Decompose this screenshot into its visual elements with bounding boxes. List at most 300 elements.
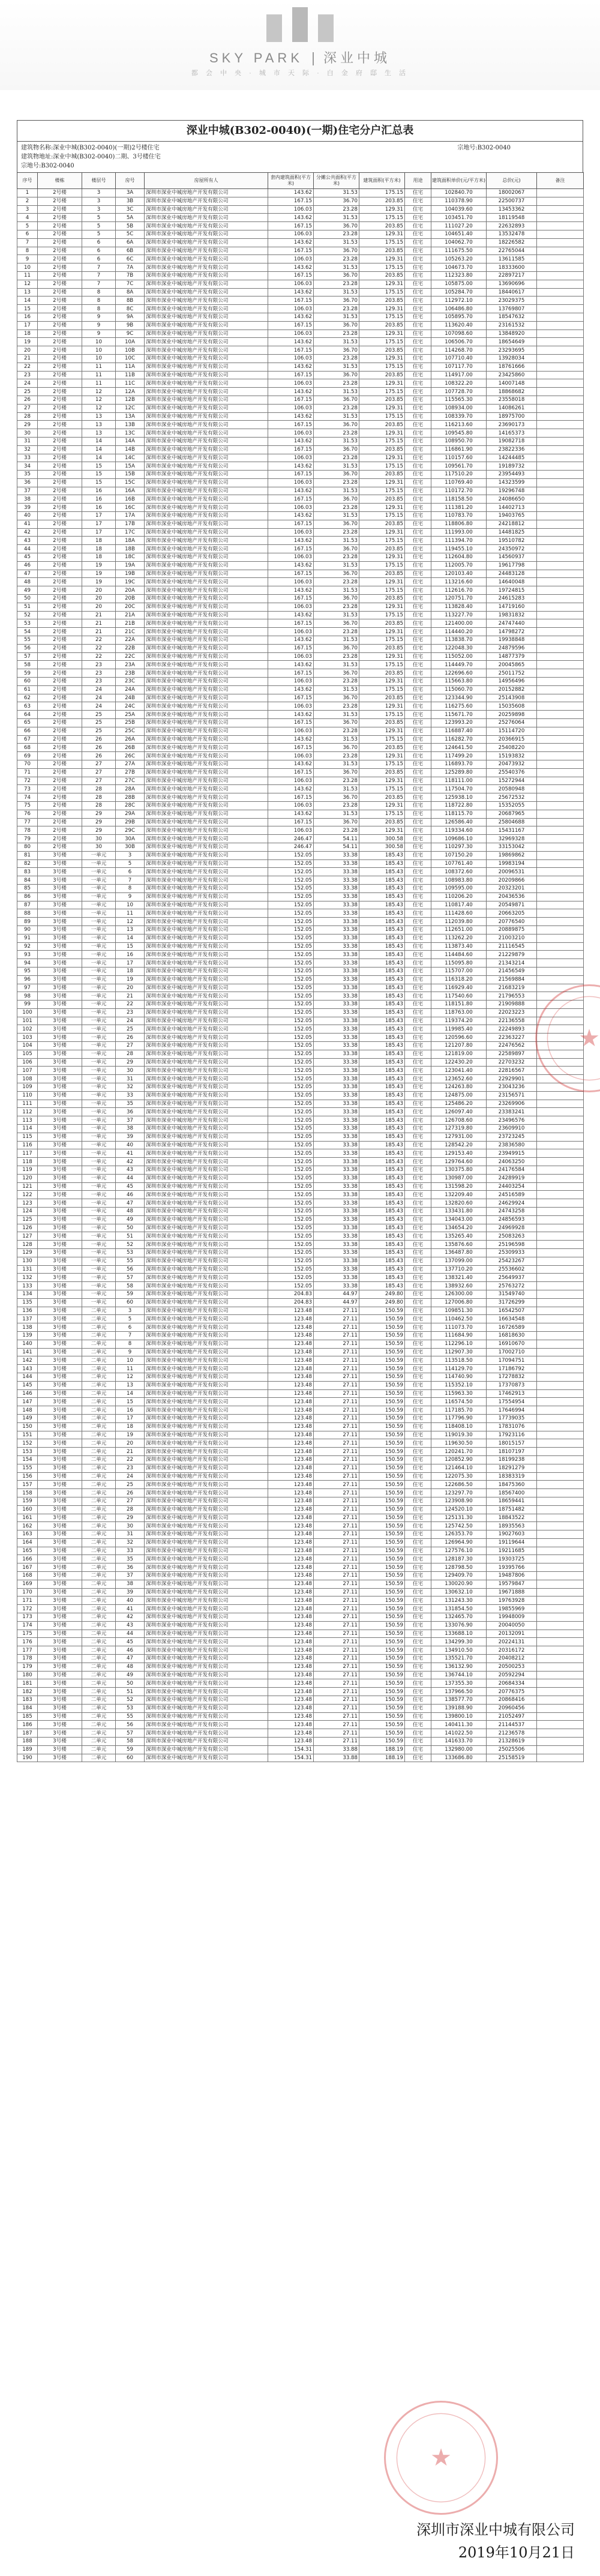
unit-price-cell: 139800.10 — [431, 1712, 487, 1721]
usage-cell: 住宅 — [405, 1389, 431, 1398]
unit-price-cell: 109595.00 — [431, 884, 487, 892]
building-cell: 3号楼 — [38, 1224, 82, 1232]
shared-area-cell: 36.70 — [314, 545, 359, 553]
table-row — [17, 1563, 584, 1572]
row-index-cell: 178 — [17, 1655, 38, 1663]
room-cell: 40 — [116, 1141, 145, 1149]
room-cell: 59 — [116, 1290, 145, 1298]
unit-price-cell: 126353.70 — [431, 1530, 487, 1539]
table-row — [17, 1646, 584, 1655]
table-row — [17, 1241, 584, 1249]
room-cell: 27B — [116, 768, 145, 777]
owner-cell: 深圳市深业中城房地产开发有限公司 — [145, 810, 268, 818]
remark-cell — [537, 1249, 584, 1257]
building-cell: 2号楼 — [38, 247, 82, 255]
table-row — [17, 1075, 584, 1083]
room-cell: 8C — [116, 305, 145, 313]
total-price-cell: 18547632 — [487, 313, 537, 321]
owner-cell: 深圳市深业中城房地产开发有限公司 — [145, 1042, 268, 1050]
owner-cell: 深圳市深业中城房地产开发有限公司 — [145, 1472, 268, 1481]
row-index-cell: 69 — [17, 752, 38, 760]
shared-area-cell: 36.70 — [314, 471, 359, 479]
floor-cell: 一单元 — [82, 984, 116, 992]
building-cell: 2号楼 — [38, 603, 82, 611]
room-cell: 21C — [116, 628, 145, 636]
owner-cell: 深圳市深业中城房地产开发有限公司 — [145, 1215, 268, 1224]
table-row — [17, 1323, 584, 1332]
total-price-cell: 18333600 — [487, 263, 537, 272]
row-index-cell: 108 — [17, 1075, 38, 1083]
gross-area-cell: 150.59 — [359, 1472, 405, 1481]
gross-area-cell: 185.43 — [359, 1249, 405, 1257]
remark-cell — [537, 1638, 584, 1646]
gross-area-cell: 185.43 — [359, 942, 405, 951]
floor-cell: 二单元 — [82, 1323, 116, 1332]
room-cell: 9 — [116, 1348, 145, 1356]
shared-area-cell: 33.38 — [314, 1208, 359, 1216]
usage-cell: 住宅 — [405, 445, 431, 454]
usage-cell: 住宅 — [405, 603, 431, 611]
row-index-cell: 54 — [17, 628, 38, 636]
unit-price-cell: 140411.30 — [431, 1721, 487, 1729]
gross-area-cell: 150.59 — [359, 1671, 405, 1679]
table-row — [17, 1497, 584, 1505]
owner-cell: 深圳市深业中城房地产开发有限公司 — [145, 868, 268, 876]
remark-cell — [537, 471, 584, 479]
column-header: 用途 — [405, 173, 431, 189]
inner-area-cell: 154.31 — [268, 1754, 314, 1762]
remark-cell — [537, 462, 584, 471]
total-price-cell: 23609910 — [487, 1125, 537, 1133]
gross-area-cell: 203.85 — [359, 346, 405, 355]
building-cell: 3号楼 — [38, 1182, 82, 1191]
building-cell: 2号楼 — [38, 487, 82, 495]
unit-price-cell: 109561.70 — [431, 462, 487, 471]
owner-cell: 深圳市深业中城房地产开发有限公司 — [145, 859, 268, 868]
brand-divider — [313, 52, 314, 65]
remark-cell — [537, 925, 584, 934]
gross-area-cell: 150.59 — [359, 1365, 405, 1373]
total-price-cell: 15114720 — [487, 727, 537, 735]
row-index-cell: 187 — [17, 1729, 38, 1738]
room-cell: 15C — [116, 478, 145, 487]
unit-price-cell: 138932.60 — [431, 1282, 487, 1290]
table-row — [17, 1373, 584, 1381]
usage-cell: 住宅 — [405, 1530, 431, 1539]
unit-price-cell: 116893.70 — [431, 760, 487, 768]
shared-area-cell: 27.11 — [314, 1472, 359, 1481]
usage-cell: 住宅 — [405, 1613, 431, 1622]
unit-price-cell: 117796.90 — [431, 1414, 487, 1422]
row-index-cell: 93 — [17, 951, 38, 959]
owner-cell: 深圳市深业中城房地产开发有限公司 — [145, 1307, 268, 1315]
building-cell: 3号楼 — [38, 967, 82, 975]
remark-cell — [537, 859, 584, 868]
row-index-cell: 11 — [17, 271, 38, 280]
usage-cell: 住宅 — [405, 1406, 431, 1415]
gross-area-cell: 175.15 — [359, 263, 405, 272]
shared-area-cell: 27.11 — [314, 1481, 359, 1489]
table-row — [17, 214, 584, 222]
building-cell: 3号楼 — [38, 1298, 82, 1307]
shared-area-cell: 27.11 — [314, 1729, 359, 1738]
gross-area-cell: 129.31 — [359, 305, 405, 313]
usage-cell: 住宅 — [405, 330, 431, 338]
unit-price-cell: 119374.20 — [431, 1017, 487, 1025]
total-price-cell: 16726589 — [487, 1323, 537, 1332]
total-price-cell: 21456549 — [487, 967, 537, 975]
gross-area-cell: 185.43 — [359, 1265, 405, 1274]
floor-cell: 一单元 — [82, 1058, 116, 1067]
shared-area-cell: 36.70 — [314, 818, 359, 826]
owner-cell: 深圳市深业中城房地产开发有限公司 — [145, 570, 268, 578]
floor-cell: 29 — [82, 818, 116, 826]
total-price-cell: 21796553 — [487, 992, 537, 1001]
floor-cell: 27 — [82, 777, 116, 785]
inner-area-cell: 123.48 — [268, 1638, 314, 1646]
brand-name-cn: 深业中城 — [323, 50, 391, 65]
total-price-cell: 20408212 — [487, 1655, 537, 1663]
gross-area-cell: 175.15 — [359, 189, 405, 197]
floor-cell: 一单元 — [82, 951, 116, 959]
total-price-cell: 22500737 — [487, 197, 537, 205]
usage-cell: 住宅 — [405, 595, 431, 603]
shared-area-cell: 23.28 — [314, 478, 359, 487]
shared-area-cell: 27.11 — [314, 1455, 359, 1464]
building-cell: 3号楼 — [38, 851, 82, 859]
floor-cell: 26 — [82, 744, 116, 752]
floor-cell: 一单元 — [82, 1133, 116, 1141]
remark-cell — [537, 744, 584, 752]
floor-cell: 二单元 — [82, 1389, 116, 1398]
gross-area-cell: 185.43 — [359, 1083, 405, 1092]
floor-cell: 26 — [82, 752, 116, 760]
owner-cell: 深圳市深业中城房地产开发有限公司 — [145, 504, 268, 512]
total-price-cell: 25649937 — [487, 1274, 537, 1282]
floor-cell: 30 — [82, 835, 116, 843]
usage-cell: 住宅 — [405, 652, 431, 661]
building-cell: 2号楼 — [38, 520, 82, 528]
owner-cell: 深圳市深业中城房地产开发有限公司 — [145, 826, 268, 835]
gross-area-cell: 185.43 — [359, 851, 405, 859]
usage-cell: 住宅 — [405, 1315, 431, 1323]
floor-cell: 28 — [82, 793, 116, 802]
remark-cell — [537, 835, 584, 843]
row-index-cell: 13 — [17, 288, 38, 296]
usage-cell: 住宅 — [405, 586, 431, 595]
unit-price-cell: 126964.90 — [431, 1538, 487, 1547]
unit-price-cell: 116887.40 — [431, 727, 487, 735]
gross-area-cell: 129.31 — [359, 255, 405, 263]
floor-cell: 23 — [82, 661, 116, 669]
total-price-cell: 16542507 — [487, 1307, 537, 1315]
table-row — [17, 1489, 584, 1497]
usage-cell: 住宅 — [405, 1323, 431, 1332]
remark-cell — [537, 1738, 584, 1746]
gross-area-cell: 150.59 — [359, 1439, 405, 1448]
table-row — [17, 727, 584, 735]
building-cell: 2号楼 — [38, 338, 82, 346]
gross-area-cell: 185.43 — [359, 868, 405, 876]
room-cell: 18 — [116, 967, 145, 975]
table-row — [17, 1754, 584, 1762]
floor-cell: 二单元 — [82, 1572, 116, 1580]
remark-cell — [537, 984, 584, 992]
remark-cell — [537, 255, 584, 263]
building-cell: 3号楼 — [38, 1215, 82, 1224]
gross-area-cell: 150.59 — [359, 1596, 405, 1605]
owner-cell: 深圳市深业中城房地产开发有限公司 — [145, 918, 268, 926]
gross-area-cell: 185.43 — [359, 984, 405, 992]
usage-cell: 住宅 — [405, 1191, 431, 1199]
total-price-cell: 18843522 — [487, 1514, 537, 1522]
room-cell: 56 — [116, 1265, 145, 1274]
inner-area-cell: 106.03 — [268, 205, 314, 214]
room-cell: 43 — [116, 1621, 145, 1630]
usage-cell: 住宅 — [405, 1174, 431, 1182]
inner-area-cell: 143.62 — [268, 711, 314, 719]
usage-cell: 住宅 — [405, 1547, 431, 1555]
gross-area-cell: 129.31 — [359, 454, 405, 462]
building-cell: 2号楼 — [38, 810, 82, 818]
row-index-cell: 185 — [17, 1712, 38, 1721]
total-price-cell: 18654649 — [487, 338, 537, 346]
inner-area-cell: 123.48 — [268, 1572, 314, 1580]
room-cell: 15B — [116, 471, 145, 479]
remark-cell — [537, 1414, 584, 1422]
gross-area-cell: 203.85 — [359, 694, 405, 702]
shared-area-cell: 36.70 — [314, 644, 359, 652]
room-cell: 5C — [116, 230, 145, 238]
total-price-cell: 20776375 — [487, 1688, 537, 1696]
room-cell: 47 — [116, 1655, 145, 1663]
inner-area-cell: 167.15 — [268, 421, 314, 429]
gross-area-cell: 185.43 — [359, 1133, 405, 1141]
building-cell: 3号楼 — [38, 1174, 82, 1182]
floor-cell: 23 — [82, 669, 116, 678]
table-row — [17, 1331, 584, 1340]
owner-cell: 深圳市深业中城房地产开发有限公司 — [145, 396, 268, 404]
usage-cell: 住宅 — [405, 685, 431, 694]
owner-cell: 深圳市深业中城房地产开发有限公司 — [145, 702, 268, 711]
table-row — [17, 504, 584, 512]
unit-price-cell: 127576.10 — [431, 1547, 487, 1555]
building-cell: 2号楼 — [38, 719, 82, 727]
owner-cell: 深圳市深业中城房地产开发有限公司 — [145, 553, 268, 562]
row-index-cell: 133 — [17, 1282, 38, 1290]
table-row — [17, 752, 584, 760]
room-cell: 14 — [116, 1389, 145, 1398]
unit-price-cell: 118115.70 — [431, 810, 487, 818]
gross-area-cell: 129.31 — [359, 354, 405, 363]
building-cell: 2号楼 — [38, 793, 82, 802]
floor-cell: 二单元 — [82, 1729, 116, 1738]
total-price-cell: 19303725 — [487, 1555, 537, 1563]
usage-cell: 住宅 — [405, 1108, 431, 1116]
room-cell: 17B — [116, 520, 145, 528]
room-cell: 25C — [116, 727, 145, 735]
inner-area-cell: 246.47 — [268, 835, 314, 843]
row-index-cell: 10 — [17, 263, 38, 272]
owner-cell: 深圳市深业中城房地产开发有限公司 — [145, 1315, 268, 1323]
floor-cell: 25 — [82, 719, 116, 727]
inner-area-cell: 167.15 — [268, 346, 314, 355]
remark-cell — [537, 603, 584, 611]
total-price-cell: 24629924 — [487, 1199, 537, 1208]
room-cell: 37 — [116, 1116, 145, 1125]
inner-area-cell: 152.05 — [268, 1191, 314, 1199]
room-cell: 9C — [116, 330, 145, 338]
total-price-cell: 24350972 — [487, 545, 537, 553]
total-price-cell: 25309933 — [487, 1249, 537, 1257]
inner-area-cell: 167.15 — [268, 222, 314, 230]
owner-cell: 深圳市深业中城房地产开发有限公司 — [145, 189, 268, 197]
table-row — [17, 934, 584, 942]
gross-area-cell: 150.59 — [359, 1538, 405, 1547]
remark-cell — [537, 1406, 584, 1415]
unit-price-cell: 108339.70 — [431, 412, 487, 421]
row-index-cell: 100 — [17, 1008, 38, 1017]
unit-price-cell: 105284.70 — [431, 288, 487, 296]
floor-cell: 二单元 — [82, 1522, 116, 1530]
remark-cell — [537, 520, 584, 528]
row-index-cell: 121 — [17, 1182, 38, 1191]
total-price-cell: 19855969 — [487, 1605, 537, 1613]
row-index-cell: 179 — [17, 1663, 38, 1671]
table-row — [17, 959, 584, 968]
table-row — [17, 835, 584, 843]
gross-area-cell: 129.31 — [359, 578, 405, 586]
row-index-cell: 112 — [17, 1108, 38, 1116]
unit-price-cell: 114440.20 — [431, 628, 487, 636]
unit-price-cell: 107150.20 — [431, 851, 487, 859]
table-row — [17, 197, 584, 205]
remark-cell — [537, 280, 584, 288]
inner-area-cell: 123.48 — [268, 1679, 314, 1688]
inner-area-cell: 152.05 — [268, 967, 314, 975]
remark-cell — [537, 1158, 584, 1166]
unit-price-cell: 119985.40 — [431, 1025, 487, 1034]
unit-price-cell: 119019.30 — [431, 1431, 487, 1439]
usage-cell: 住宅 — [405, 1141, 431, 1149]
remark-cell — [537, 918, 584, 926]
usage-cell: 住宅 — [405, 454, 431, 462]
gross-area-cell: 175.15 — [359, 785, 405, 793]
total-price-cell: 24176584 — [487, 1166, 537, 1175]
usage-cell: 住宅 — [405, 1241, 431, 1249]
total-price-cell: 25025506 — [487, 1745, 537, 1754]
remark-cell — [537, 478, 584, 487]
shared-area-cell: 33.38 — [314, 859, 359, 868]
inner-area-cell: 143.62 — [268, 313, 314, 321]
inner-area-cell: 123.48 — [268, 1497, 314, 1505]
total-price-cell: 17554954 — [487, 1398, 537, 1406]
row-index-cell: 101 — [17, 1017, 38, 1025]
inner-area-cell: 152.05 — [268, 992, 314, 1001]
owner-cell: 深圳市深业中城房地产开发有限公司 — [145, 1729, 268, 1738]
table-row — [17, 685, 584, 694]
building-cell: 3号楼 — [38, 1208, 82, 1216]
table-row — [17, 561, 584, 570]
unit-price-cell: 141022.50 — [431, 1729, 487, 1738]
floor-cell: 26 — [82, 735, 116, 744]
room-cell: 49 — [116, 1215, 145, 1224]
room-cell: 22A — [116, 636, 145, 645]
remark-cell — [537, 230, 584, 238]
total-price-cell: 24969928 — [487, 1224, 537, 1232]
owner-cell: 深圳市深业中城房地产开发有限公司 — [145, 1265, 268, 1274]
floor-cell: 3 — [82, 197, 116, 205]
row-index-cell: 105 — [17, 1050, 38, 1058]
total-price-cell: 14165373 — [487, 429, 537, 438]
unit-price-cell: 114129.70 — [431, 1365, 487, 1373]
room-cell: 6C — [116, 255, 145, 263]
total-price-cell: 13769807 — [487, 305, 537, 313]
unit-price-cell: 125131.30 — [431, 1514, 487, 1522]
total-price-cell: 24063250 — [487, 1158, 537, 1166]
building-cell: 2号楼 — [38, 752, 82, 760]
usage-cell: 住宅 — [405, 884, 431, 892]
floor-cell: 二单元 — [82, 1348, 116, 1356]
unit-price-cell: 115060.70 — [431, 685, 487, 694]
gross-area-cell: 185.43 — [359, 1042, 405, 1050]
shared-area-cell: 31.53 — [314, 288, 359, 296]
building-cell: 3号楼 — [38, 1630, 82, 1638]
row-index-cell: 35 — [17, 471, 38, 479]
total-price-cell: 19189732 — [487, 462, 537, 471]
table-row — [17, 1174, 584, 1182]
table-row — [17, 1630, 584, 1638]
total-price-cell: 19671888 — [487, 1588, 537, 1596]
unit-price-cell: 126300.00 — [431, 1290, 487, 1298]
usage-cell: 住宅 — [405, 1381, 431, 1389]
inner-area-cell: 123.48 — [268, 1455, 314, 1464]
unit-price-cell: 113620.40 — [431, 321, 487, 330]
room-cell: 24 — [116, 1017, 145, 1025]
shared-area-cell: 33.38 — [314, 1191, 359, 1199]
owner-cell: 深圳市深业中城房地产开发有限公司 — [145, 661, 268, 669]
row-index-cell: 106 — [17, 1058, 38, 1067]
row-index-cell: 131 — [17, 1265, 38, 1274]
table-row — [17, 1257, 584, 1265]
unit-price-cell: 126097.40 — [431, 1108, 487, 1116]
floor-cell: 14 — [82, 445, 116, 454]
owner-cell: 深圳市深业中城房地产开发有限公司 — [145, 644, 268, 652]
total-price-cell: 24483128 — [487, 570, 537, 578]
owner-cell: 深圳市深业中城房地产开发有限公司 — [145, 1555, 268, 1563]
shared-area-cell: 27.11 — [314, 1315, 359, 1323]
shared-area-cell: 23.28 — [314, 652, 359, 661]
remark-cell — [537, 205, 584, 214]
owner-cell: 深圳市深业中城房地产开发有限公司 — [145, 967, 268, 975]
unit-price-cell: 134299.30 — [431, 1638, 487, 1646]
table-row — [17, 1729, 584, 1738]
room-cell: 41 — [116, 1605, 145, 1613]
owner-cell: 深圳市深业中城房地产开发有限公司 — [145, 238, 268, 247]
floor-cell: 16 — [82, 504, 116, 512]
owner-cell: 深圳市深业中城房地产开发有限公司 — [145, 495, 268, 504]
gross-area-cell: 150.59 — [359, 1555, 405, 1563]
total-price-cell: 18751482 — [487, 1505, 537, 1514]
total-price-cell: 17002710 — [487, 1348, 537, 1356]
unit-price-cell: 110297.30 — [431, 843, 487, 851]
row-index-cell: 162 — [17, 1522, 38, 1530]
unit-price-cell: 118408.10 — [431, 1422, 487, 1431]
remark-cell — [537, 247, 584, 255]
remark-cell — [537, 1530, 584, 1539]
owner-cell: 深圳市深业中城房地产开发有限公司 — [145, 1373, 268, 1381]
floor-cell: 18 — [82, 545, 116, 553]
